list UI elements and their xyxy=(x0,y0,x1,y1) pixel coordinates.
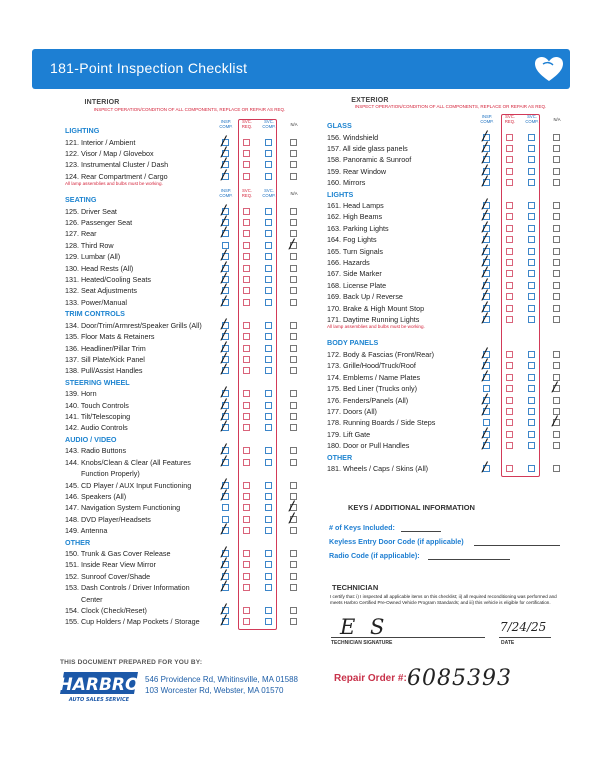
na-checkbox[interactable] xyxy=(290,208,297,215)
logo-subtitle: AUTO SALES SERVICE xyxy=(68,697,130,703)
na-checkbox[interactable] xyxy=(553,293,560,300)
check-mark-icon: ╱ xyxy=(482,290,488,301)
check-mark-icon: ╱ xyxy=(221,455,227,466)
column-header-na: N/A xyxy=(290,191,298,197)
check-mark-icon: ╱ xyxy=(221,330,227,341)
check-mark-icon: ╱ xyxy=(289,501,295,512)
category-heading: SEATING xyxy=(65,195,97,205)
signature-label: TECHNICIAN SIGNATURE xyxy=(331,640,393,646)
check-mark-icon: ╱ xyxy=(221,364,227,375)
na-checkbox[interactable] xyxy=(290,527,297,534)
item-label: 132. Seat Adjustments xyxy=(65,286,137,296)
na-checkbox[interactable] xyxy=(290,447,297,454)
item-label: 147. Navigation System Functioning xyxy=(65,503,181,513)
service-columns-frame xyxy=(501,114,540,477)
check-mark-icon: ╱ xyxy=(482,347,488,358)
column-header-svc-req: SVC. REQ. xyxy=(241,188,253,198)
insp-comp-checkbox[interactable] xyxy=(222,504,229,511)
check-mark-icon: ╱ xyxy=(221,444,227,455)
item-label: 173. Grille/Hood/Truck/Roof xyxy=(327,361,416,371)
item-label: 159. Rear Window xyxy=(327,166,387,176)
page-title: 181-Point Inspection Checklist xyxy=(50,60,248,76)
date-label: DATE xyxy=(501,640,515,646)
keyless-code-field[interactable] xyxy=(474,545,560,546)
category-heading: OTHER xyxy=(327,452,353,462)
na-checkbox[interactable] xyxy=(553,465,560,472)
na-checkbox[interactable] xyxy=(553,431,560,438)
na-checkbox[interactable] xyxy=(290,367,297,374)
service-columns-frame xyxy=(238,119,277,630)
na-checkbox[interactable] xyxy=(290,356,297,363)
category-heading: LIGHTING xyxy=(65,126,100,135)
date-value: 7/24/25 xyxy=(500,620,547,634)
category-heading: BODY PANELS xyxy=(327,338,379,348)
insp-comp-checkbox[interactable] xyxy=(222,242,229,249)
check-mark-icon: ╱ xyxy=(221,146,227,157)
category-heading: STEERING WHEEL xyxy=(65,377,130,387)
keys-heading: KEYS / ADDITIONAL INFORMATION xyxy=(348,503,475,512)
column-header-svc-req: SVC. REQ. xyxy=(241,119,253,129)
item-label: 125. Driver Seat xyxy=(65,206,117,216)
check-mark-icon: ╱ xyxy=(221,273,227,283)
check-mark-icon: ╱ xyxy=(482,404,488,415)
item-label: 169. Back Up / Reverse xyxy=(327,292,403,302)
category-heading: OTHER xyxy=(65,537,91,547)
item-label: 135. Floor Mats & Retainers xyxy=(65,332,155,342)
item-label: 162. High Beams xyxy=(327,212,383,222)
item-label: 172. Body & Fascias (Front/Rear) xyxy=(327,349,435,359)
check-mark-icon: ╱ xyxy=(482,164,488,175)
check-mark-icon: ╱ xyxy=(221,284,227,295)
item-label: 140. Touch Controls xyxy=(65,400,129,410)
prepared-by: THIS DOCUMENT PREPARED FOR YOU BY: xyxy=(60,659,203,666)
na-checkbox[interactable] xyxy=(290,482,297,489)
repair-order-value: 6085393 xyxy=(407,666,512,691)
na-checkbox[interactable] xyxy=(290,607,297,614)
na-checkbox[interactable] xyxy=(553,282,560,289)
na-checkbox[interactable] xyxy=(290,299,297,306)
item-label: 130. Head Rests (All) xyxy=(65,263,134,273)
category-heading: TRIM CONTROLS xyxy=(65,309,125,319)
na-checkbox[interactable] xyxy=(553,362,560,369)
item-label: 122. Visor / Map / Glovebox xyxy=(65,148,154,158)
item-label: 123. Instrumental Cluster / Dash xyxy=(65,160,169,170)
item-label: 126. Passenger Seat xyxy=(65,218,133,227)
item-label: 160. Mirrors xyxy=(327,178,366,188)
check-mark-icon: ╱ xyxy=(552,416,558,427)
item-label: 121. Interior / Ambient xyxy=(65,137,136,147)
item-label: 171. Daytime Running Lights xyxy=(327,315,420,324)
check-mark-icon: ╱ xyxy=(482,313,488,323)
na-checkbox[interactable] xyxy=(290,161,297,168)
na-checkbox[interactable] xyxy=(290,550,297,557)
item-label: 164. Fog Lights xyxy=(327,235,377,245)
na-checkbox[interactable] xyxy=(553,248,560,255)
category-heading: GLASS xyxy=(327,121,352,130)
na-checkbox[interactable] xyxy=(553,374,560,381)
na-checkbox[interactable] xyxy=(290,573,297,580)
keyless-code-label: Keyless Entry Door Code (if applicable) xyxy=(329,537,464,546)
item-label: 143. Radio Buttons xyxy=(65,446,127,456)
interior-heading: INTERIOR xyxy=(84,99,120,106)
na-checkbox[interactable] xyxy=(290,424,297,431)
na-checkbox[interactable] xyxy=(553,168,560,175)
check-mark-icon: ╱ xyxy=(221,227,227,238)
check-mark-icon: ╱ xyxy=(482,233,488,244)
na-checkbox[interactable] xyxy=(290,139,297,146)
na-checkbox[interactable] xyxy=(290,276,297,283)
na-checkbox[interactable] xyxy=(553,134,560,141)
radio-code-label: Radio Code (if applicable): xyxy=(329,551,420,560)
na-checkbox[interactable] xyxy=(553,397,560,404)
item-label: 150. Trunk & Gas Cover Release xyxy=(65,549,171,558)
item-label: 177. Doors (All) xyxy=(327,406,377,416)
item-label: 144. Knobs/Clean & Clear (All Features xyxy=(65,457,191,467)
item-label: 180. Door or Pull Handles xyxy=(327,441,410,451)
item-label: 141. Tilt/Telescoping xyxy=(65,412,131,421)
column-header-svc-comp: SVC. COMP. xyxy=(525,114,539,124)
interior-subheading: INSPECT OPERATION/CONDITION OF ALL COMPONENTS, REPLACE OR REPAIR AS REQ. xyxy=(93,107,286,112)
na-checkbox[interactable] xyxy=(290,230,297,237)
check-mark-icon: ╱ xyxy=(221,398,227,409)
na-checkbox[interactable] xyxy=(553,225,560,232)
item-label: 139. Horn xyxy=(65,389,97,399)
category-heading: AUDIO / VIDEO xyxy=(65,434,117,444)
na-checkbox[interactable] xyxy=(553,145,560,152)
column-header-na: N/A xyxy=(290,122,298,127)
check-mark-icon: ╱ xyxy=(482,462,488,472)
column-header-na: N/A xyxy=(553,117,561,122)
na-checkbox[interactable] xyxy=(290,618,297,625)
check-mark-icon: ╱ xyxy=(221,261,227,272)
check-mark-icon: ╱ xyxy=(482,199,488,209)
check-mark-icon: ╱ xyxy=(289,512,295,523)
check-mark-icon: ╱ xyxy=(482,244,488,255)
check-mark-icon: ╱ xyxy=(221,250,227,261)
item-label: 174. Emblems / Name Plates xyxy=(327,372,421,382)
check-mark-icon: ╱ xyxy=(482,210,488,221)
check-mark-icon: ╱ xyxy=(221,581,227,592)
insp-comp-checkbox[interactable] xyxy=(483,419,490,426)
item-label: 129. Lumbar (All) xyxy=(65,252,121,262)
check-mark-icon: ╱ xyxy=(482,427,488,438)
check-mark-icon: ╱ xyxy=(221,410,227,420)
item-label: 131. Heated/Cooling Seats xyxy=(65,275,151,284)
check-mark-icon: ╱ xyxy=(482,278,488,289)
item-label: 124. Rear Compartment / Cargo xyxy=(65,171,168,181)
item-label: 156. Windshield xyxy=(327,132,379,142)
check-mark-icon: ╱ xyxy=(482,301,488,312)
na-checkbox[interactable] xyxy=(290,287,297,294)
check-mark-icon: ╱ xyxy=(221,489,227,500)
item-label: 170. Brake & High Mount Stop xyxy=(327,303,425,313)
na-checkbox[interactable] xyxy=(290,219,297,226)
na-checkbox[interactable] xyxy=(553,305,560,312)
item-label: 178. Running Boards / Side Steps xyxy=(327,418,436,428)
check-mark-icon: ╱ xyxy=(482,130,488,141)
check-mark-icon: ╱ xyxy=(482,439,488,450)
na-checkbox[interactable] xyxy=(553,408,560,415)
technician-signature: E S xyxy=(340,615,389,639)
item-label: 142. Audio Controls xyxy=(65,423,128,433)
repair-order-label: Repair Order #: xyxy=(334,673,407,684)
item-label: 152. Sunroof Cover/Shade xyxy=(65,571,151,581)
heart-icon xyxy=(533,54,565,84)
na-checkbox[interactable] xyxy=(553,156,560,163)
na-checkbox[interactable] xyxy=(553,179,560,186)
check-mark-icon: ╱ xyxy=(221,352,227,363)
exterior-heading: EXTERIOR xyxy=(351,97,389,104)
item-label: 148. DVD Player/Headsets xyxy=(65,514,151,524)
technician-heading: TECHNICIAN xyxy=(332,583,379,592)
check-mark-icon: ╱ xyxy=(221,558,227,569)
insp-comp-checkbox[interactable] xyxy=(222,516,229,523)
check-mark-icon: ╱ xyxy=(221,387,227,398)
check-mark-icon: ╱ xyxy=(221,341,227,352)
item-label: 128. Third Row xyxy=(65,240,114,250)
na-checkbox[interactable] xyxy=(553,213,560,220)
item-label: 154. Clock (Check/Reset) xyxy=(65,606,147,615)
column-header-insp: INSP. COMP. xyxy=(219,119,233,129)
check-mark-icon: ╱ xyxy=(221,295,227,306)
item-label: 153. Dash Controls / Driver Information xyxy=(65,583,190,593)
na-checkbox[interactable] xyxy=(290,322,297,329)
na-checkbox[interactable] xyxy=(553,202,560,209)
technician-statement: I certify that: i) I inspected all applicable items on this checklist; ii) all required reconditioning was performed and meets Harbro Certified Pre-Owned Vehicle Program Standards; and iii) this vehicle is eligible for certification. xyxy=(330,594,557,605)
exterior-subheading: INSPECT OPERATION/CONDITION OF ALL COMPONENTS, REPLACE OR REPAIR AS REQ. xyxy=(354,104,547,109)
signature-line xyxy=(331,637,485,638)
check-mark-icon: ╱ xyxy=(221,547,227,557)
item-label: 158. Panoramic & Sunroof xyxy=(327,155,412,165)
address-line-1: 546 Providence Rd, Whitinsville, MA 01588 xyxy=(145,675,298,684)
item-label: 167. Side Marker xyxy=(327,269,382,279)
item-label: 168. License Plate xyxy=(327,280,387,290)
check-mark-icon: ╱ xyxy=(221,604,227,614)
item-label: 163. Parking Lights xyxy=(327,223,389,233)
address-line-2: 103 Worcester Rd, Webster, MA 01570 xyxy=(145,686,284,695)
lamp-note: All lamp assemblies and bulbs must be working. xyxy=(327,324,425,330)
item-label: 151. Inside Rear View Mirror xyxy=(65,560,156,570)
item-label: 175. Bed Liner (Trucks only) xyxy=(327,384,418,394)
na-checkbox[interactable] xyxy=(290,333,297,340)
item-label: 165. Turn Signals xyxy=(327,246,383,256)
check-mark-icon: ╱ xyxy=(482,359,488,370)
na-checkbox[interactable] xyxy=(290,253,297,260)
check-mark-icon: ╱ xyxy=(221,158,227,169)
item-label: 127. Rear xyxy=(65,229,97,239)
na-checkbox[interactable] xyxy=(553,351,560,358)
insp-comp-checkbox[interactable] xyxy=(483,385,490,392)
column-header-svc-req: SVC. REQ. xyxy=(504,114,516,124)
na-checkbox[interactable] xyxy=(290,173,297,180)
item-label: 134. Door/Trim/Armrest/Speaker Grills (All) xyxy=(65,320,202,330)
column-header-insp: INSP. COMP. xyxy=(480,114,494,124)
na-checkbox[interactable] xyxy=(553,270,560,277)
na-checkbox[interactable] xyxy=(290,459,297,466)
num-keys-field[interactable] xyxy=(401,531,441,532)
check-mark-icon: ╱ xyxy=(221,216,227,226)
na-checkbox[interactable] xyxy=(290,493,297,500)
check-mark-icon: ╱ xyxy=(482,393,488,404)
list-item-continuation: Center xyxy=(81,594,103,604)
na-checkbox[interactable] xyxy=(290,584,297,591)
na-checkbox[interactable] xyxy=(290,413,297,420)
na-checkbox[interactable] xyxy=(290,390,297,397)
item-label: 146. Speakers (All) xyxy=(65,491,127,501)
check-mark-icon: ╱ xyxy=(482,267,488,278)
na-checkbox[interactable] xyxy=(290,402,297,409)
item-label: 137. Sill Plate/Kick Panel xyxy=(65,354,145,364)
check-mark-icon: ╱ xyxy=(221,169,227,180)
check-mark-icon: ╱ xyxy=(482,221,488,232)
check-mark-icon: ╱ xyxy=(482,141,488,152)
check-mark-icon: ╱ xyxy=(221,421,227,432)
check-mark-icon: ╱ xyxy=(552,382,558,393)
na-checkbox[interactable] xyxy=(553,236,560,243)
check-mark-icon: ╱ xyxy=(221,569,227,580)
item-label: 166. Hazards xyxy=(327,258,370,267)
check-mark-icon: ╱ xyxy=(482,256,488,266)
check-mark-icon: ╱ xyxy=(289,238,295,249)
check-mark-icon: ╱ xyxy=(482,153,488,164)
item-label: 181. Wheels / Caps / Skins (All) xyxy=(327,464,429,473)
column-header-svc-comp: SVC. COMP. xyxy=(262,188,276,198)
item-label: 145. CD Player / AUX Input Functioning xyxy=(65,480,192,490)
item-label: 133. Power/Manual xyxy=(65,297,127,307)
logo-wordmark: HARBRO xyxy=(58,675,140,695)
check-mark-icon: ╱ xyxy=(482,176,488,187)
column-header-insp: INSP. COMP. xyxy=(219,188,233,198)
item-label: 157. All side glass panels xyxy=(327,143,408,153)
check-mark-icon: ╱ xyxy=(221,135,227,146)
check-mark-icon: ╱ xyxy=(221,478,227,489)
na-checkbox[interactable] xyxy=(553,442,560,449)
na-checkbox[interactable] xyxy=(290,265,297,272)
na-checkbox[interactable] xyxy=(553,316,560,323)
item-label: 138. Pull/Assist Handles xyxy=(65,366,143,376)
item-label: 155. Cup Holders / Map Pockets / Storage xyxy=(65,617,200,627)
check-mark-icon: ╱ xyxy=(221,204,227,215)
na-checkbox[interactable] xyxy=(553,259,560,266)
na-checkbox[interactable] xyxy=(290,345,297,352)
radio-code-field[interactable] xyxy=(428,559,510,560)
list-item-continuation: Function Properly) xyxy=(81,469,140,479)
check-mark-icon: ╱ xyxy=(221,524,227,535)
na-checkbox[interactable] xyxy=(290,561,297,568)
num-keys-label: # of Keys Included: xyxy=(329,523,395,532)
date-line xyxy=(499,637,551,638)
check-mark-icon: ╱ xyxy=(221,615,227,626)
category-heading: LIGHTS xyxy=(327,189,354,199)
item-label: 161. Head Lamps xyxy=(327,201,384,210)
check-mark-icon: ╱ xyxy=(482,370,488,381)
harbro-logo xyxy=(58,668,142,704)
lamp-note: All lamp assemblies and bulbs must be working. xyxy=(65,181,163,187)
na-checkbox[interactable] xyxy=(290,150,297,157)
item-label: 176. Fenders/Panels (All) xyxy=(327,395,409,405)
item-label: 179. Lift Gate xyxy=(327,429,371,439)
item-label: 136. Headliner/Pillar Trim xyxy=(65,343,146,353)
item-label: 149. Antenna xyxy=(65,526,108,536)
check-mark-icon: ╱ xyxy=(221,318,227,329)
column-header-svc-comp: SVC. COMP. xyxy=(262,119,276,129)
